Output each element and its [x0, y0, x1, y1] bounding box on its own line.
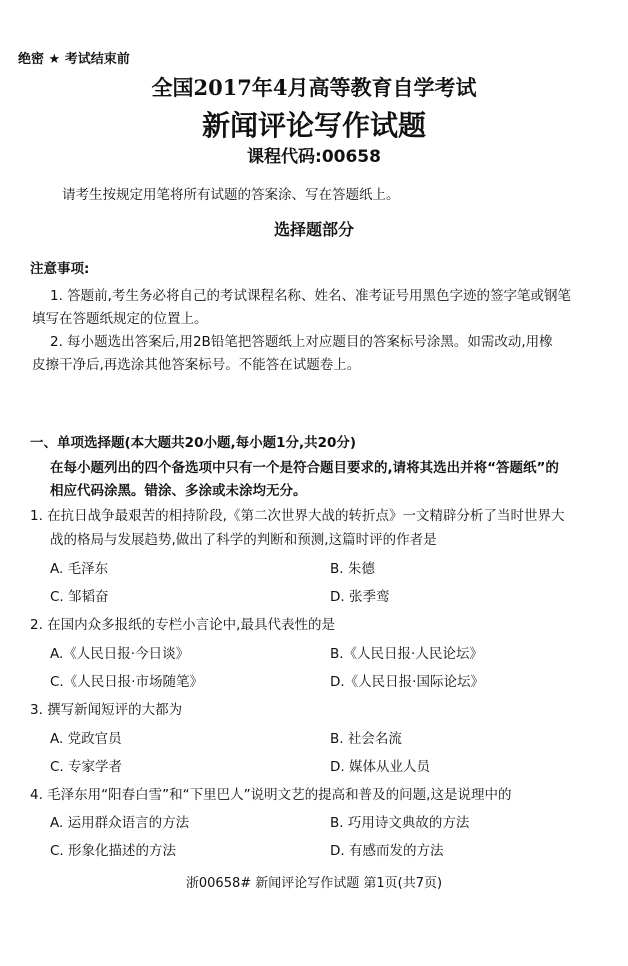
- exam-title: 全国2017年4月高等教育自学考试: [151, 75, 477, 100]
- section-title: 选择题部分: [273, 220, 354, 239]
- q1-option-d: D. 张季鸾: [330, 589, 390, 605]
- q2-option-d: D.《人民日报·国际论坛》: [330, 674, 484, 690]
- q1-option-a: A. 毛泽东: [50, 561, 109, 577]
- q3-option-a: A. 党政官员: [50, 731, 122, 747]
- course-code: 课程代码:00658: [247, 147, 381, 167]
- notes-title: 注意事项:: [30, 261, 90, 277]
- note-1-line-2: 填写在答题纸规定的位置上。: [32, 311, 208, 327]
- part1-desc-line-2: 相应代码涂黑。错涂、多涂或未涂均无分。: [50, 483, 307, 499]
- q2-option-a: A.《人民日报·今日谈》: [50, 646, 190, 662]
- q3-option-d: D. 媒体从业人员: [330, 759, 430, 775]
- q4-option-c: C. 形象化描述的方法: [50, 843, 177, 859]
- q1-option-c: C. 邹韬奋: [50, 589, 109, 605]
- note-2-line-1: 2. 每小题选出答案后,用2B铅笔把答题纸上对应题目的答案标号涂黑。如需改动,用橡: [50, 334, 553, 350]
- q3-option-c: C. 专家学者: [50, 759, 123, 775]
- page-footer: 浙00658# 新闻评论写作试题 第1页(共7页): [185, 876, 443, 891]
- q2-option-b: B.《人民日报·人民论坛》: [330, 646, 483, 662]
- paper-title: 新闻评论写作试题: [201, 109, 426, 142]
- confidential-label: 绝密 ★ 考试结束前: [18, 52, 130, 67]
- part1-heading: 一、单项选择题(本大题共20小题,每小题1分,共20分): [30, 435, 357, 451]
- q4-option-d: D. 有感而发的方法: [330, 843, 444, 859]
- question-2-stem: 2. 在国内众多报纸的专栏小言论中,最具代表性的是: [30, 617, 335, 633]
- instruction: 请考生按规定用笔将所有试题的答案涂、写在答题纸上。: [62, 187, 400, 203]
- q2-option-c: C.《人民日报·市场随笔》: [50, 674, 204, 690]
- note-2-line-2: 皮擦干净后,再选涂其他答案标号。不能答在试题卷上。: [32, 357, 361, 373]
- q3-option-b: B. 社会名流: [330, 731, 402, 747]
- question-1-stem-line-2: 战的格局与发展趋势,做出了科学的判断和预测,这篇时评的作者是: [50, 532, 437, 548]
- q4-option-a: A. 运用群众语言的方法: [50, 815, 190, 831]
- note-1-line-1: 1. 答题前,考生务必将自己的考试课程名称、姓名、准考证号用黑色字迹的签字笔或钢笔: [50, 288, 571, 304]
- question-4-stem: 4. 毛泽东用“阳春白雪”和“下里巴人”说明文艺的提高和普及的问题,这是说理中的: [30, 787, 512, 803]
- q4-option-b: B. 巧用诗文典故的方法: [330, 815, 470, 831]
- part1-desc-line-1: 在每小题列出的四个备选项中只有一个是符合题目要求的,请将其选出并将“答题纸”的: [50, 460, 559, 476]
- question-3-stem: 3. 撰写新闻短评的大都为: [30, 702, 183, 718]
- q1-option-b: B. 朱德: [330, 561, 375, 577]
- question-1-stem-line-1: 1. 在抗日战争最艰苦的相持阶段,《第二次世界大战的转折点》一文精辟分析了当时世界大: [30, 508, 565, 524]
